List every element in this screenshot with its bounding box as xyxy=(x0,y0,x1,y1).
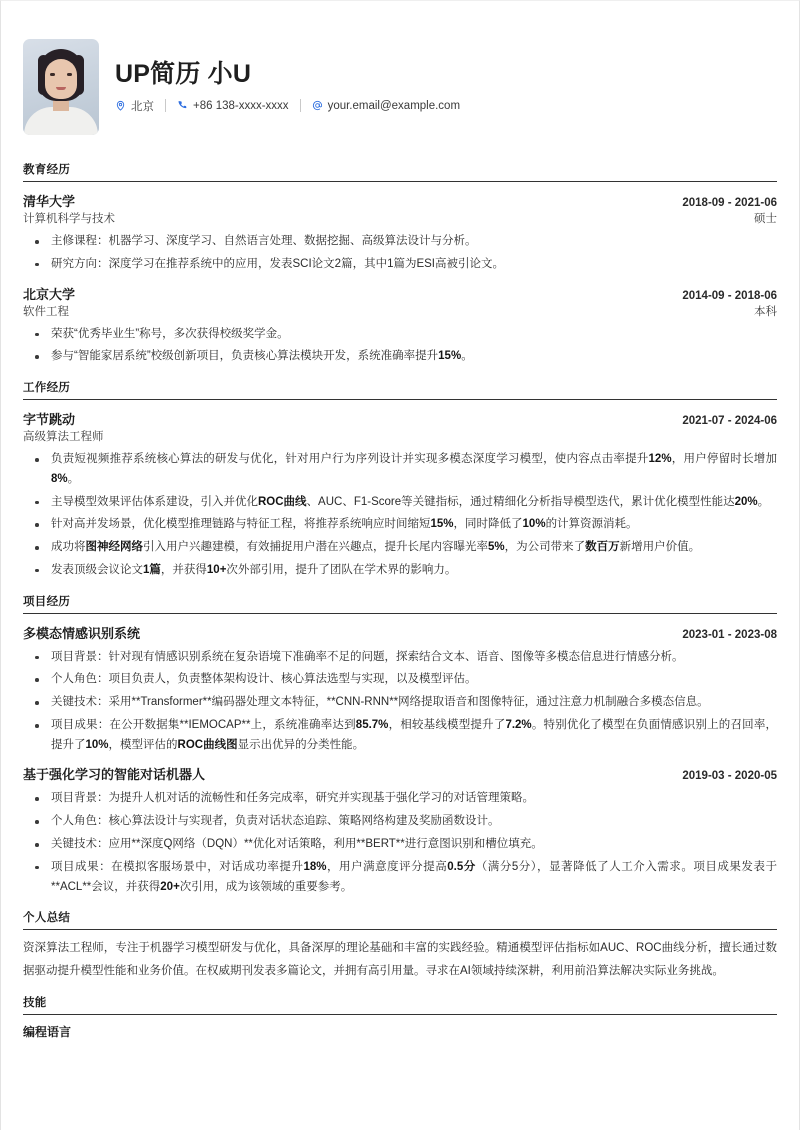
entry-bullet: 关键技术：应用**深度Q网络（DQN）**优化对话策略，利用**BERT**进行意图识别和槽位填充。 xyxy=(23,835,777,855)
section-title-education: 教育经历 xyxy=(23,161,777,182)
entry-meta: 硕士 xyxy=(754,213,777,225)
section-title-skills: 技能 xyxy=(23,994,777,1015)
contact-separator xyxy=(165,99,166,112)
entry-organization: 多模态情感识别系统 xyxy=(23,625,141,641)
header-text-block xyxy=(115,60,777,114)
section-summary xyxy=(23,909,777,982)
entry-bullet: 项目成果：在公开数据集**IEMOCAP**上，系统准确率达到85.7%，相较基线模型提升了7.2%。特别优化了模型在负面情感识别上的召回率，提升了10%，模型评估的ROC曲线图显示出优异的分类性能。 xyxy=(23,716,777,756)
entry-organization: 北京大学 xyxy=(23,286,76,302)
avatar-mouth xyxy=(56,87,66,90)
entry-bullet-list xyxy=(23,325,777,368)
section-projects xyxy=(23,593,777,898)
summary-text: 资深算法工程师，专注于机器学习模型研发与优化，具备深厚的理论基础和丰富的实践经验。精通模型评估指标如AUC、ROC曲线分析，擅长通过数据驱动提升模型性能和业务价值。在权威期刊发表多篇论文，并拥有高引用量。寻求在AI领域持续深耕，利用前沿算法解决实际业务挑战。 xyxy=(23,942,777,977)
entry-date-range: 2021-07 - 2024-06 xyxy=(682,415,777,428)
contact-text: your.email@example.com xyxy=(327,99,461,112)
education-entries xyxy=(23,191,777,367)
skill-group-programming-languages: 编程语言 xyxy=(23,1025,72,1040)
section-title-projects: 项目经历 xyxy=(23,593,777,614)
entry-date-range: 2018-09 - 2021-06 xyxy=(682,197,777,209)
sections-container xyxy=(23,161,777,1040)
entry-bullet: 个人角色：核心算法设计与实现者，负责对话状态追踪、策略网络构建及奖励函数设计。 xyxy=(23,812,777,832)
entry-bullet: 荣获“优秀毕业生”称号，多次获得校级奖学金。 xyxy=(23,325,777,345)
entry-bullet: 项目背景：针对现有情感识别系统在复杂语境下准确率不足的问题，探索结合文本、语音、图像等多模态信息进行情感分析。 xyxy=(23,648,777,668)
entry-organization: 清华大学 xyxy=(23,194,76,209)
experience-entry xyxy=(23,284,777,368)
section-skills xyxy=(23,994,777,1040)
entry-bullet: 项目成果：在模拟客服场景中，对话成功率提升18%，用户满意度评分提高0.5分（满分5分），显著降低了人工介入需求。项目成果发表于**ACL**会议，并获得20+次引用，成为该领域的重要参考。 xyxy=(23,858,777,898)
work-entries xyxy=(23,409,777,581)
entry-bullet-list xyxy=(23,450,777,581)
phone-icon xyxy=(177,100,188,111)
entry-subtitle-row xyxy=(23,210,777,226)
location-pin-icon xyxy=(115,100,126,111)
avatar-face xyxy=(45,59,77,99)
entry-bullet-list xyxy=(23,789,777,897)
contact-item-location[interactable] xyxy=(115,98,154,114)
contact-text: 北京 xyxy=(131,100,154,113)
experience-entry xyxy=(23,764,777,897)
entry-date-range: 2014-09 - 2018-06 xyxy=(682,289,777,302)
entry-subtitle: 高级算法工程师 xyxy=(23,431,104,444)
entry-date-range: 2023-01 - 2023-08 xyxy=(682,628,777,641)
entry-bullet: 针对高并发场景，优化模型推理链路与特征工程，将推荐系统响应时间缩短15%，同时降低了10%的计算资源消耗。 xyxy=(23,515,777,535)
entry-bullet: 成功将图神经网络引入用户兴趣建模，有效捕捉用户潜在兴趣点，提升长尾内容曝光率5%，为公司带来了数百万新增用户价值。 xyxy=(23,538,777,558)
project-entries xyxy=(23,623,777,898)
avatar-eye-right xyxy=(67,73,72,76)
entry-subtitle-row xyxy=(23,428,777,444)
experience-entry xyxy=(23,409,777,581)
entry-title-row xyxy=(23,191,777,210)
section-title-work: 工作经历 xyxy=(23,379,777,400)
experience-entry xyxy=(23,623,777,756)
entry-bullet: 研究方向：深度学习在推荐系统中的应用，发表SCI论文2篇，其中1篇为ESI高被引论文。 xyxy=(23,255,777,275)
entry-subtitle-row xyxy=(23,303,777,319)
entry-bullet: 关键技术：采用**Transformer**编码器处理文本特征，**CNN-RNN**网络提取语音和图像特征，通过注意力机制融合多模态信息。 xyxy=(23,693,777,713)
avatar xyxy=(23,39,99,135)
entry-bullet: 项目背景：为提升人机对话的流畅性和任务完成率，研究并实现基于强化学习的对话管理策略。 xyxy=(23,789,777,809)
contact-item-phone[interactable] xyxy=(177,100,289,112)
entry-bullet-list xyxy=(23,232,777,275)
entry-date-range: 2019-03 - 2020-05 xyxy=(682,770,777,783)
entry-bullet-list xyxy=(23,648,777,756)
contact-list xyxy=(115,98,777,114)
entry-title-row xyxy=(23,409,777,428)
email-at-icon xyxy=(312,100,323,111)
entry-bullet: 主导模型效果评估体系建设，引入并优化ROC曲线、AUC、F1-Score等关键指标，通过精细化分析指导模型迭代，累计优化模型性能达20%。 xyxy=(23,493,777,513)
candidate-name: UP简历 小U xyxy=(115,60,252,89)
section-title-summary: 个人总结 xyxy=(23,909,777,930)
entry-title-row xyxy=(23,623,777,642)
entry-bullet: 发表顶级会议论文1篇，并获得10+次外部引用，提升了团队在学术界的影响力。 xyxy=(23,561,777,581)
entry-title-row xyxy=(23,764,777,783)
section-work xyxy=(23,379,777,581)
avatar-eye-left xyxy=(50,73,55,76)
contact-separator xyxy=(300,99,301,112)
entry-title-row xyxy=(23,284,777,303)
resume-header xyxy=(23,39,777,149)
section-education xyxy=(23,161,777,367)
entry-meta: 本科 xyxy=(754,305,777,318)
entry-subtitle: 计算机科学与技术 xyxy=(23,213,115,225)
entry-subtitle: 软件工程 xyxy=(23,305,69,318)
contact-item-at[interactable] xyxy=(312,100,460,112)
entry-bullet: 个人角色：项目负责人，负责整体架构设计、核心算法选型与实现，以及模型评估。 xyxy=(23,670,777,690)
entry-organization: 字节跳动 xyxy=(23,412,76,428)
entry-organization: 基于强化学习的智能对话机器人 xyxy=(23,767,206,783)
entry-bullet: 参与“智能家居系统”校级创新项目，负责核心算法模块开发，系统准确率提升15%。 xyxy=(23,347,777,367)
avatar-body xyxy=(24,107,98,135)
contact-text: +86 138-xxxx-xxxx xyxy=(193,99,289,112)
experience-entry xyxy=(23,191,777,275)
entry-bullet: 负责短视频推荐系统核心算法的研发与优化，针对用户行为序列设计并实现多模态深度学习模型，使内容点击率提升12%，用户停留时长增加8%。 xyxy=(23,450,777,490)
entry-bullet: 主修课程：机器学习、深度学习、自然语言处理、数据挖掘、高级算法设计与分析。 xyxy=(23,232,777,252)
